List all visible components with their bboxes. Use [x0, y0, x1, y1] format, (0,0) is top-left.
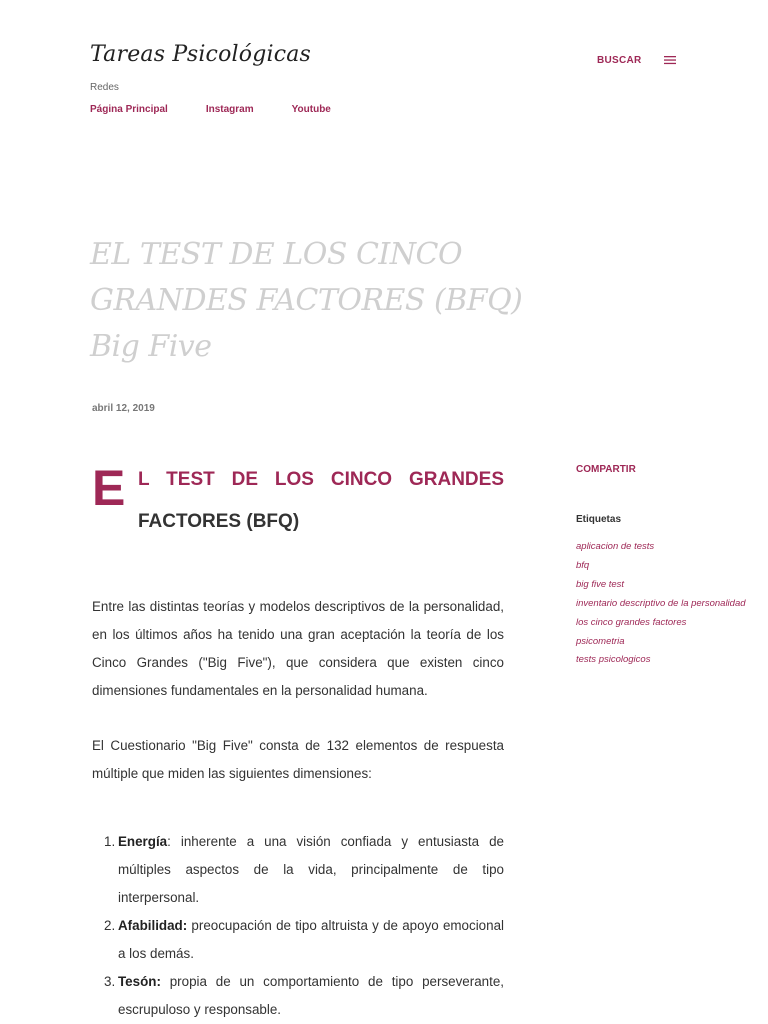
- heading-line-1: L TEST DE LOS CINCO GRANDES: [138, 469, 504, 490]
- label-link[interactable]: los cinco grandes factores: [576, 616, 687, 628]
- list-number: 1.: [104, 834, 116, 849]
- dimension-term: Tesón:: [118, 974, 161, 989]
- dimension-text: preocupación de tipo altruista y de apoyo emocional a los demás.: [118, 918, 504, 961]
- dimension-text: propia de un comportamiento de tipo perseverante, escrupuloso y responsable.: [118, 974, 504, 1017]
- share-button[interactable]: COMPARTIR: [576, 464, 636, 475]
- list-number: 2.: [104, 918, 116, 933]
- main-nav: [90, 104, 331, 115]
- list-number: 3.: [104, 974, 116, 989]
- search-button[interactable]: BUSCAR: [597, 55, 642, 66]
- post-title: EL TEST DE LOS CINCO GRANDES FACTORES (BFQ) Big Five: [90, 237, 523, 364]
- nav-link-instagram[interactable]: Instagram: [205, 104, 254, 115]
- labels-list: [576, 538, 746, 670]
- dimension-text: : inherente a una visión confiada y entusiasta de múltiples aspectos de la vida, principalmente de tipo interpersonal.: [118, 834, 504, 905]
- label-link[interactable]: big five test: [576, 578, 625, 590]
- list-item: [92, 968, 504, 1024]
- label-link[interactable]: tests psicologicos: [576, 654, 651, 666]
- label-link[interactable]: psicometria: [576, 635, 625, 647]
- hamburger-icon[interactable]: [664, 55, 676, 65]
- post-heading: [92, 458, 504, 578]
- heading-line-2: FACTORES (BFQ): [138, 511, 300, 532]
- labels-title: Etiquetas: [576, 514, 622, 525]
- dimension-term: Energía: [118, 834, 168, 849]
- dimensions-list: [92, 828, 504, 1024]
- description-paragraph: El Cuestionario "Big Five" consta de 132 elementos de respuesta múltiple que miden las siguientes dimensiones:: [92, 738, 504, 781]
- drop-cap: E: [92, 460, 126, 516]
- post-body: [92, 458, 504, 1017]
- dimension-term: Afabilidad:: [118, 918, 188, 933]
- site-description: Redes: [90, 82, 119, 93]
- post-date[interactable]: abril 12, 2019: [92, 403, 155, 414]
- label-link[interactable]: bfq: [576, 559, 590, 571]
- intro-paragraph: Entre las distintas teorías y modelos descriptivos de la personalidad, en los últimos años ha tenido una gran aceptación la teoría de los Cinco Grandes ("Big Five"), que considera que existen cinco dimensiones fundamentales en la personalidad humana.: [92, 599, 504, 698]
- list-item: [92, 828, 504, 912]
- label-link[interactable]: inventario descriptivo de la personalidad: [576, 597, 746, 609]
- nav-link-youtube[interactable]: Youtube: [291, 104, 331, 115]
- nav-link-home[interactable]: Página Principal: [90, 104, 168, 115]
- label-link[interactable]: aplicacion de tests: [576, 541, 655, 552]
- site-title[interactable]: Tareas Psicológicas: [90, 42, 312, 67]
- list-item: [92, 912, 504, 968]
